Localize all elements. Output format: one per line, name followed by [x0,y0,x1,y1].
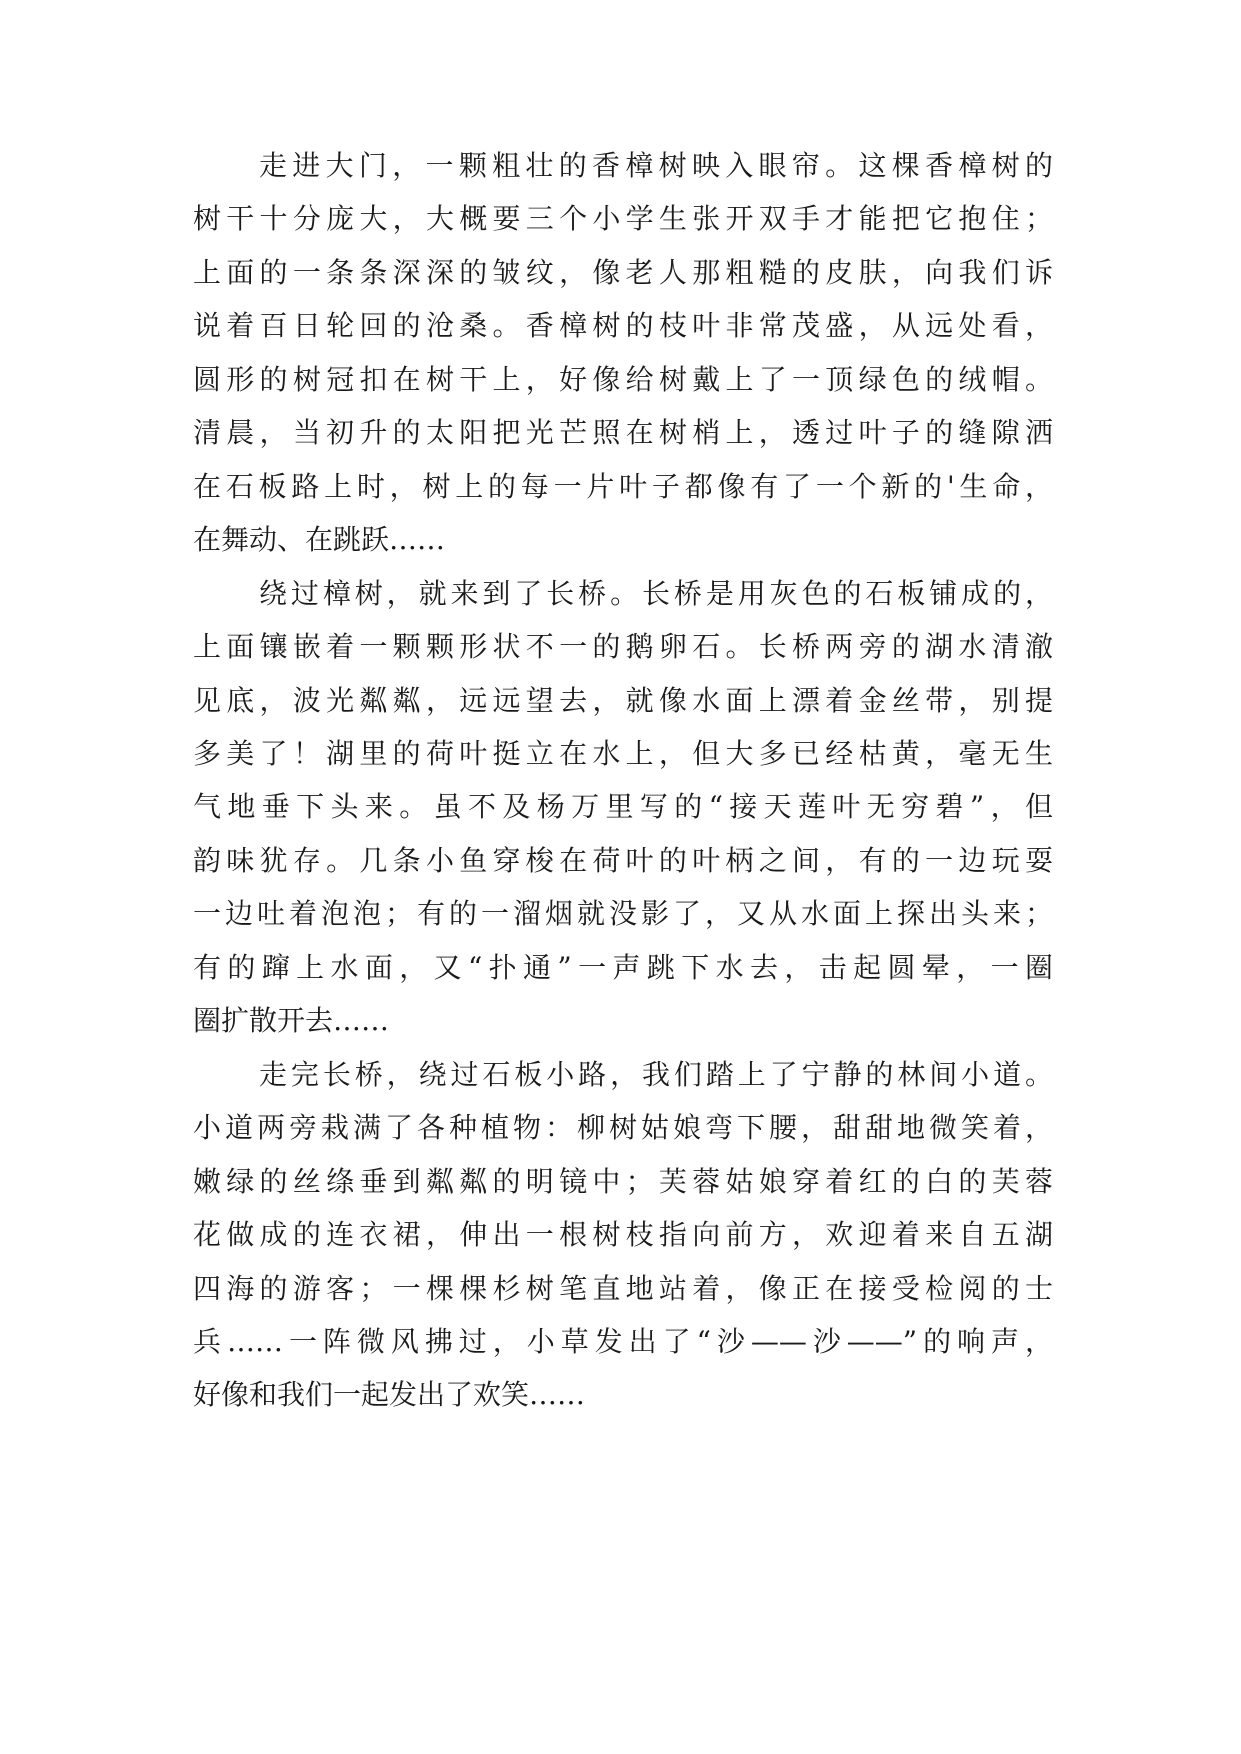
text-line: 气地垂下头来。虽不及杨万里写的“接天莲叶无穷碧”，但 [193,790,1053,824]
text-line: 多美了！湖里的荷叶挺立在水上，但大多已经枯黄，毫无生 [193,737,1053,770]
text-line: 上面镶嵌着一颗颗形状不一的鹅卵石。长桥两旁的湖水清澈 [193,630,1053,663]
text-line: 清晨，当初升的太阳把光芒照在树梢上，透过叶子的缝隙洒 [193,416,1053,450]
text-line: 小道两旁栽满了各种植物：柳树姑娘弯下腰，甜甜地微笑着， [193,1111,1053,1145]
text-line: 圆形的树冠扣在树干上，好像给树戴上了一顶绿色的绒帽。 [193,362,1053,396]
text-line: 有的蹿上水面，又“扑通”一声跳下水去，击起圆晕，一圈 [193,950,1053,984]
text-line: 上面的一条条深深的皱纹，像老人那粗糙的皮肤，向我们诉 [193,255,1053,289]
text-line: 一边吐着泡泡；有的一溜烟就没影了，又从水面上探出头来； [193,897,1053,931]
text-line: 走完长桥，绕过石板小路，我们踏上了宁静的林间小道。 [259,1057,1053,1091]
text-line: 韵味犹存。几条小鱼穿梭在荷叶的叶柄之间，有的一边玩耍 [193,843,1053,877]
text-line: 在舞动、在跳跃…… [193,523,446,557]
text-line: 见底，波光粼粼，远远望去，就像水面上漂着金丝带，别提 [193,683,1053,717]
text-line: 在石板路上时，树上的每一片叶子都像有了一个新的'生命， [193,469,1053,503]
text-line: 绕过樟树，就来到了长桥。长桥是用灰色的石板铺成的， [259,576,1053,610]
text-line: 四海的游客；一棵棵杉树笔直地站着，像正在接受检阅的士 [193,1271,1053,1305]
text-line: 说着百日轮回的沧桑。香樟树的枝叶非常茂盛，从远处看， [193,309,1053,343]
text-line: 圈扩散开去…… [193,1004,390,1038]
text-line: 兵……一阵微风拂过，小草发出了“沙——沙——”的响声， [193,1324,1053,1358]
text-line: 好像和我们一起发出了欢笑…… [193,1378,586,1412]
text-line: 嫩绿的丝绦垂到粼粼的明镜中；芙蓉姑娘穿着红的白的芙蓉 [193,1164,1053,1198]
text-line: 走进大门，一颗粗壮的香樟树映入眼帘。这棵香樟树的 [259,149,1053,182]
text-line: 树干十分庞大，大概要三个小学生张开双手才能把它抱住； [193,202,1053,236]
text-line: 花做成的连衣裙，伸出一根树枝指向前方，欢迎着来自五湖 [193,1218,1053,1251]
